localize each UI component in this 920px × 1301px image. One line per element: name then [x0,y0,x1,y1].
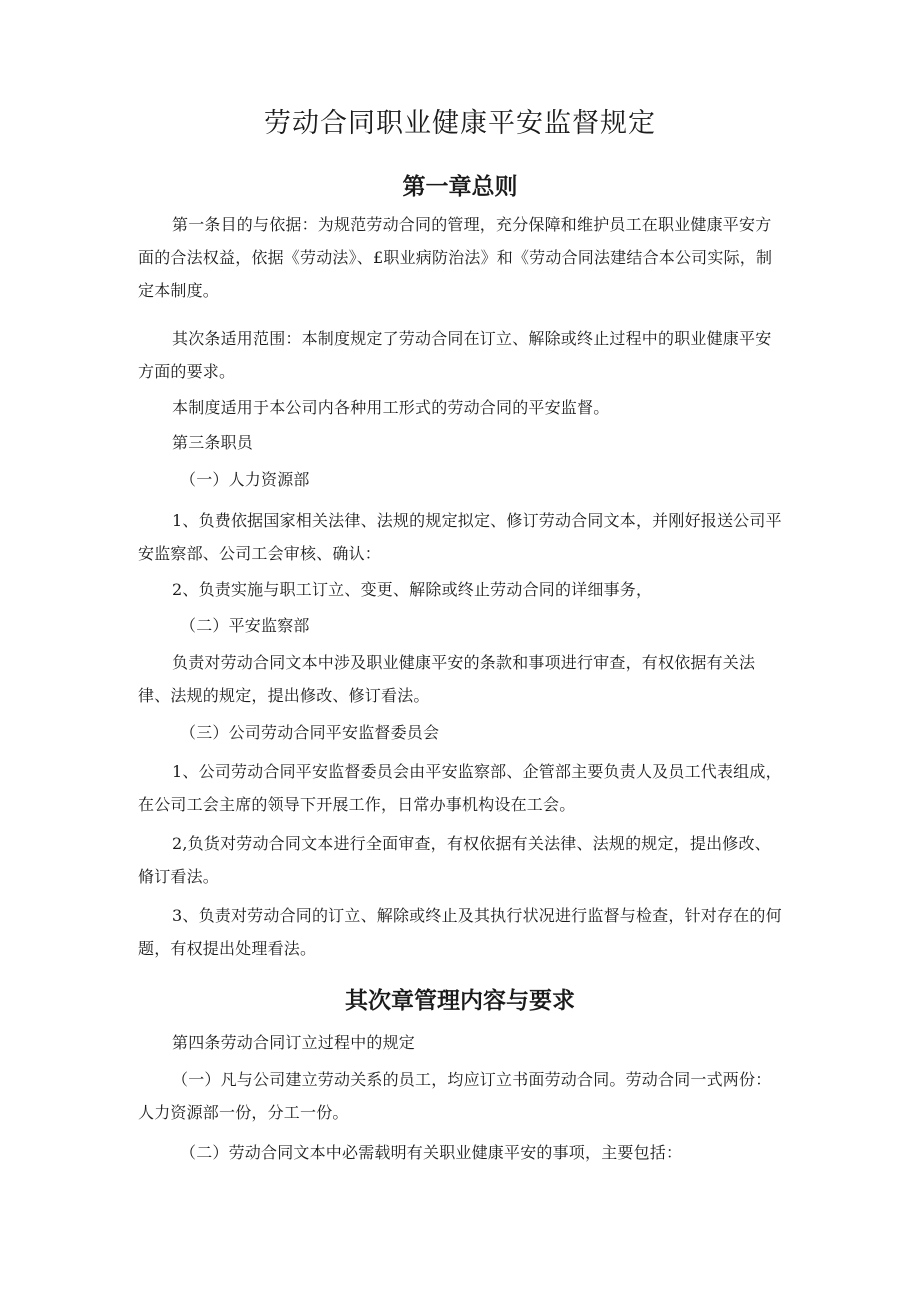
article-4-heading: 第四条劳动合同订立过程中的规定 [172,1033,416,1052]
scope-paragraph: 本制度适用于本公司内各种用工形式的劳动合同的平安监督。 [172,398,610,417]
section-committee-heading: （三）公司劳动合同平安监督委员会 [180,723,440,742]
committee-duty-2: 2,负货对劳动合同文本进行全面审查，有权依据有关法律、法规的规定，提出修改、脩订看法。 [138,834,771,886]
document-title: 劳动合同职业健康平安监督规定 [264,108,656,139]
chapter-2-heading: 其次章管理内容与要求 [345,988,575,1014]
article-4-clause-1: （一）凡与公司建立劳动关系的员工，均应订立书面劳动合同。劳动合同一式两份：人力资源部一份，分工一份。 [138,1070,772,1122]
hr-duty-2: 2、负责实施与职工订立、变更、解除或终止劳动合同的详细事务， [172,580,653,599]
section-safety-heading: （二）平安监察部 [180,616,310,635]
hr-duty-1: 1、负费依据国家相关法律、法规的规定拟定、修订劳动合同文本，并刚好报送公司平安监察部、公司工会审核、确认： [138,511,782,563]
article-3-heading: 第三条职员 [172,433,254,452]
article-1-paragraph: 第一条目的与依据：为规范劳动合同的管理，充分保障和维护员工在职业健康平安方面的合法权益，依据《劳动法》、£职业病防治法》和《劳动合同法建结合本公司实际，制定本制度。 [138,215,773,300]
committee-duty-3: 3、负责对劳动合同的订立、解除或终止及其执行状况进行监督与检查，针对存在的何题，有权提出处理看法。 [138,906,782,958]
safety-duty: 负责对劳动合同文本中涉及职业健康平安的条款和事项进行审查，有权依据有关法律、法规的规定，提出修改、修订看法。 [138,653,756,705]
chapter-1-heading: 第一章总则 [402,174,518,200]
article-4-clause-2: （二）劳动合同文本中必需载明有关职业健康平安的事项，主要包括： [180,1143,683,1162]
article-2-paragraph: 其次条适用范围：本制度规定了劳动合同在订立、解除或终止过程中的职业健康平安方面的要求。 [138,329,772,381]
section-hr-heading: （一）人力资源部 [180,470,310,489]
committee-duty-1: 1、公司劳动合同平安监督委员会由平安监察部、企管部主要负责人及员工代表组成，在公司工会主席的领导下开展工作，日常办事机构设在工会。 [138,762,782,814]
